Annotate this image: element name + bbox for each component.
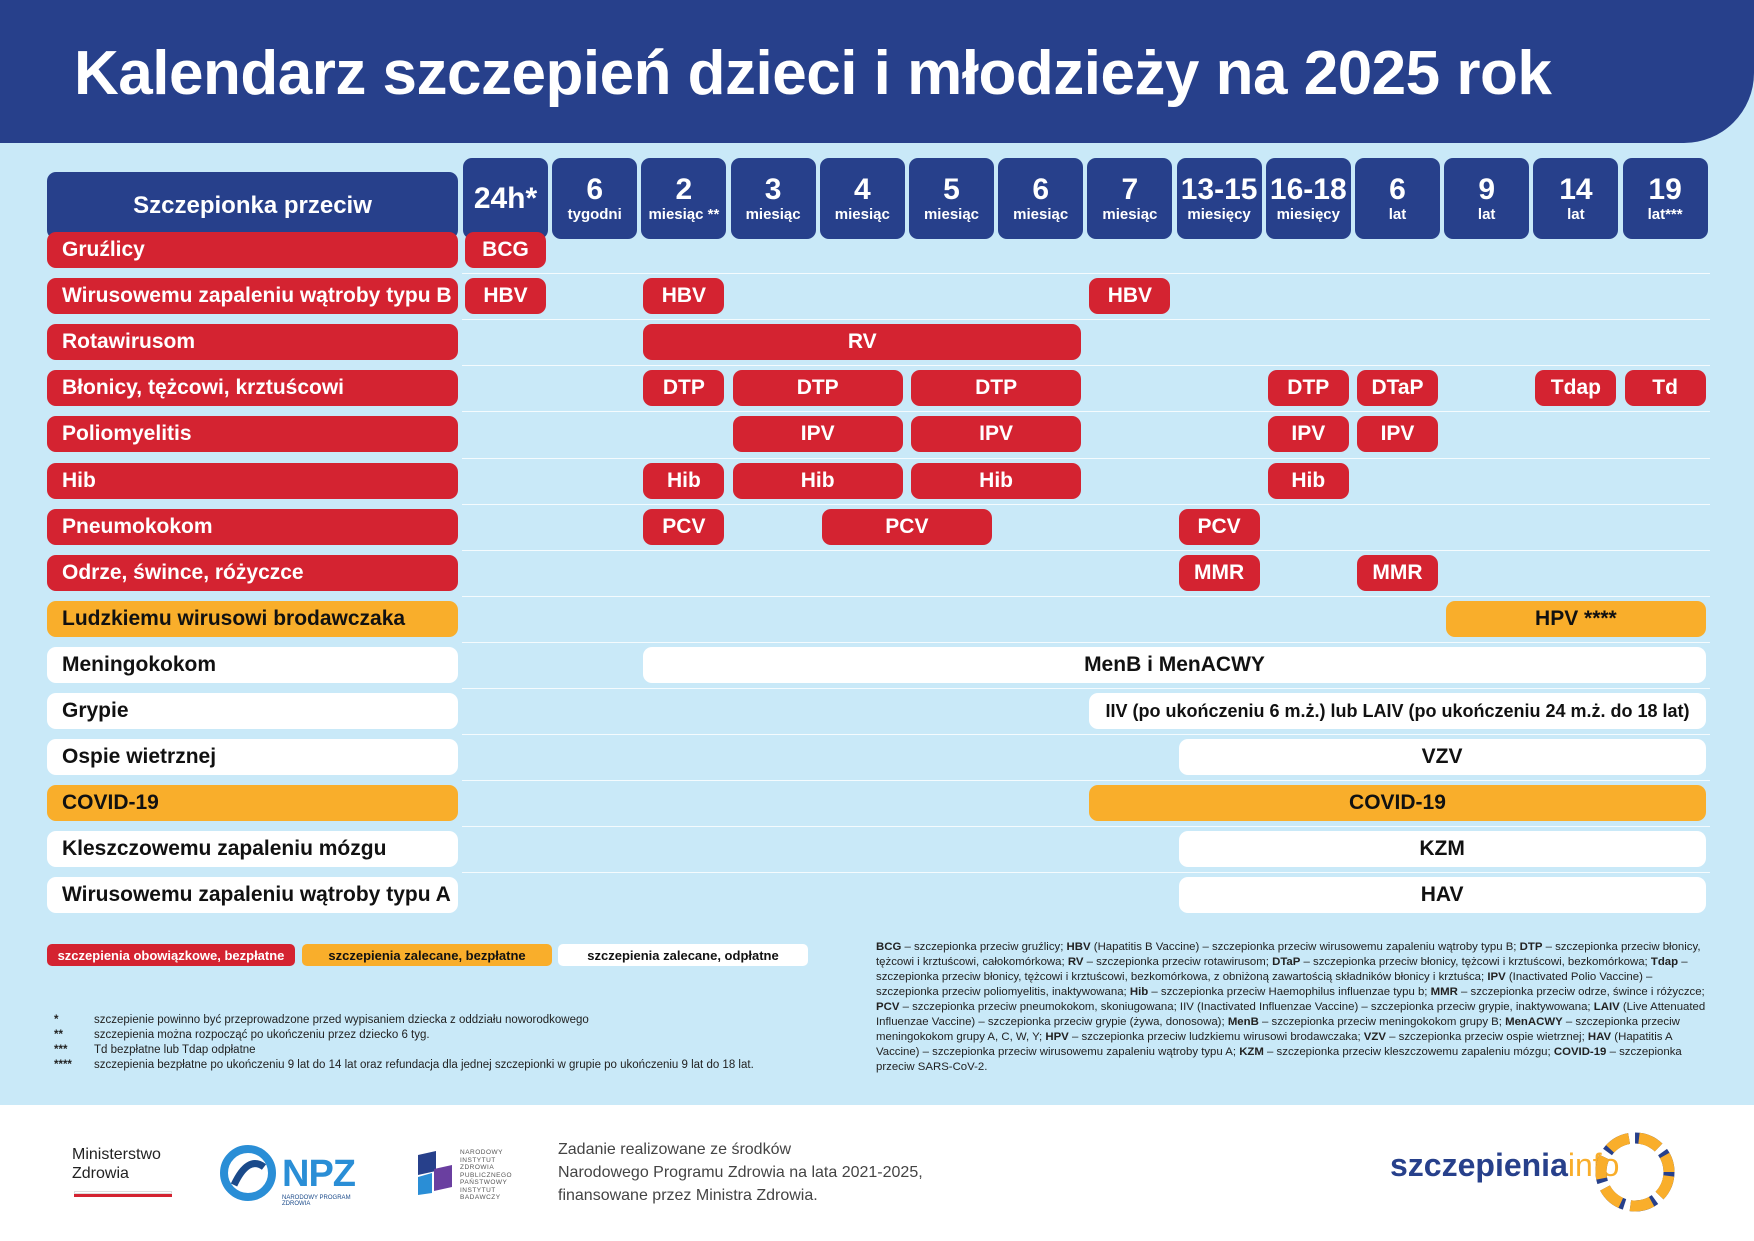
footnote — [54, 1029, 754, 1044]
legend-item-orange: szczepienia zalecane, bezpłatne — [302, 944, 552, 966]
abbreviation-term: HBV — [1066, 941, 1091, 953]
row-divider — [462, 780, 1710, 781]
ministry-line2: Zdrowia — [72, 1165, 129, 1182]
age-unit: miesiąc — [923, 206, 980, 223]
vaccine-badge: Hib — [1268, 463, 1349, 499]
age-value: 6 — [1032, 173, 1050, 206]
vaccine-badge: Tdap — [1535, 370, 1616, 406]
vaccine-badge: Hib — [643, 463, 724, 499]
row-label: Ludzkiemu wirusowi brodawczaka — [47, 601, 458, 637]
age-value: 5 — [943, 173, 960, 206]
row-label: Błonicy, tężcowi, krztuścowi — [47, 370, 458, 406]
abbreviation-term: VZV — [1363, 1031, 1386, 1043]
age-unit: miesiąc ** — [648, 206, 720, 223]
age-unit: tygodni — [567, 206, 622, 223]
npz-logo — [220, 1145, 370, 1205]
abbreviation-desc: – szczepionka przeciw Haemophilus influenzae typu b; — [1148, 986, 1431, 998]
vaccine-badge: MMR — [1179, 555, 1260, 591]
age-column-header — [909, 158, 994, 239]
abbreviation-term: MenB — [1227, 1016, 1259, 1028]
row-divider — [462, 319, 1710, 320]
footnote — [54, 1059, 754, 1074]
nizp-logo — [414, 1149, 524, 1201]
ministry-line1: Ministerstwo — [72, 1146, 161, 1163]
age-column-header — [463, 158, 548, 239]
row-divider — [462, 826, 1710, 827]
ministry-flag-icon — [74, 1191, 172, 1197]
vaccine-badge: DTaP — [1357, 370, 1438, 406]
age-value: 13-15 — [1180, 173, 1258, 206]
abbreviation-term: LAIV — [1593, 1001, 1620, 1013]
legend-item-red: szczepienia obowiązkowe, bezpłatne — [47, 944, 295, 966]
age-value: 6 — [586, 173, 604, 206]
age-column-header — [1087, 158, 1172, 239]
vaccine-badge: DTP — [1268, 370, 1349, 406]
row-divider — [462, 872, 1710, 873]
row-label: Grypie — [47, 693, 458, 729]
footnote-mark: *** — [54, 1044, 68, 1056]
age-value: 14 — [1559, 173, 1593, 206]
vaccine-badge: IPV — [733, 416, 903, 452]
abbreviation-term: COVID-19 — [1553, 1046, 1607, 1058]
abbreviation-desc: – szczepionka przeciw odrze, śwince i różyczce; — [1457, 986, 1705, 998]
vaccine-badge: VZV — [1179, 739, 1706, 775]
footnotes — [54, 1014, 754, 1074]
age-column-header — [731, 158, 816, 239]
abbreviation-term: BCG — [876, 941, 902, 953]
nizp-line: INSTYTUT — [460, 1156, 496, 1164]
abbreviation-desc: – szczepionka przeciw meningokokom grupy B; — [1258, 1016, 1506, 1028]
age-column-header — [552, 158, 637, 239]
footnote-mark: ** — [54, 1029, 63, 1041]
nizp-line: BADAWCZY — [460, 1194, 501, 1201]
row-divider — [462, 734, 1710, 735]
row-divider — [462, 273, 1710, 274]
row-divider — [462, 550, 1710, 551]
row-label: Wirusowemu zapaleniu wątroby typu B — [47, 278, 458, 314]
age-unit: miesiąc — [1013, 206, 1069, 223]
abbreviation-desc: (Hapatitis A Vaccine) – szczepionka przeciw wirusowemu zapaleniu wątroby typu A; — [876, 1031, 1672, 1058]
abbreviation-term: RV — [1067, 956, 1084, 968]
footnote-text: szczepienia bezpłatne po ukończeniu 9 lat do 14 lat oraz refundacja dla jednej szczepionki w grupie po ukończeniu 9 lat do 18 lat. — [94, 1059, 754, 1071]
vaccine-badge: PCV — [643, 509, 724, 545]
age-value: 9 — [1478, 173, 1496, 206]
row-label: Wirusowemu zapaleniu wątroby typu A — [47, 877, 458, 913]
footnote — [54, 1044, 754, 1059]
npz-subtitle: NARODOWY PROGRAM ZDROWIA — [282, 1195, 351, 1207]
age-column-header — [1623, 158, 1708, 239]
row-label: Rotawirusom — [47, 324, 458, 360]
row-divider — [462, 458, 1710, 459]
vaccine-badge: Hib — [911, 463, 1081, 499]
header-banner — [0, 0, 1754, 143]
vaccine-badge: Td — [1625, 370, 1706, 406]
footer — [0, 1105, 1754, 1241]
nizp-emblem-icon — [414, 1149, 456, 1195]
vaccine-badge: IPV — [911, 416, 1081, 452]
vaccine-badge: MMR — [1357, 555, 1438, 591]
nizp-line: ZDROWIA — [460, 1164, 495, 1171]
abbreviation-term: Hib — [1129, 986, 1149, 998]
abbreviation-desc: – szczepionka przeciw kleszczowemu zapaleniu mózgu; — [1263, 1046, 1554, 1058]
age-column-header — [1444, 158, 1529, 239]
column-header-label: Szczepionka przeciw — [47, 172, 458, 239]
ministry-logo — [72, 1145, 161, 1183]
row-label: Gruźlicy — [47, 232, 458, 268]
nizp-line: PUBLICZNEGO — [460, 1171, 513, 1179]
age-value: 19 — [1648, 173, 1682, 206]
age-value: 6 — [1389, 173, 1406, 206]
funding-line: Zadanie realizowane ze środków — [558, 1141, 792, 1158]
vaccine-badge: HBV — [643, 278, 724, 314]
abbreviation-desc: – szczepionka przeciw meningokokom grupy A, C, W, Y; — [876, 1016, 1680, 1043]
abbreviation-term: IPV — [1487, 971, 1506, 983]
row-label: COVID-19 — [47, 785, 458, 821]
row-label: Kleszczowemu zapaleniu mózgu — [47, 831, 458, 867]
age-unit: lat — [1567, 206, 1585, 223]
abbreviation-desc: – szczepionka przeciw błonicy, tężcowi i krztuścowi, bezkomórkowa, z obniżoną zawartością składników błonicy i krztuśca; — [876, 956, 1688, 983]
brand-ring-icon — [1590, 1127, 1680, 1217]
vaccine-badge: DTP — [733, 370, 903, 406]
abbreviation-desc: (Inactivated Polio Vaccine) – szczepionka przeciw poliomyelitis, inaktywowana; — [876, 971, 1653, 998]
vaccine-badge: HAV — [1179, 877, 1706, 913]
row-label: Meningokokom — [47, 647, 458, 683]
age-unit: miesiąc — [1102, 206, 1158, 223]
abbreviation-term: KZM — [1239, 1046, 1264, 1058]
age-column-header — [641, 158, 726, 239]
vaccine-badge: HBV — [1089, 278, 1170, 314]
vaccine-badge: MenB i MenACWY — [643, 647, 1705, 683]
row-label: Odrze, śwince, różyczce — [47, 555, 458, 591]
vaccine-badge: PCV — [1179, 509, 1260, 545]
vaccine-badge: DTP — [643, 370, 724, 406]
abbreviations-text — [876, 940, 1706, 1075]
abbreviation-desc: – szczepionka przeciw ospie wietrznej; — [1385, 1031, 1588, 1043]
brand-info: info — [1567, 1147, 1620, 1183]
age-column-header — [1355, 158, 1440, 239]
abbreviation-term: DTP — [1519, 941, 1543, 953]
vaccine-badge: COVID-19 — [1089, 785, 1705, 821]
npz-text: NPZ — [282, 1153, 355, 1195]
age-unit: miesięcy — [1187, 206, 1251, 223]
vaccine-badge: HBV — [465, 278, 546, 314]
age-unit: miesiąc — [834, 206, 890, 223]
abbreviation-desc: – szczepionka przeciw ludzkiemu wirusowi brodawczaka; — [1068, 1031, 1364, 1043]
abbreviation-desc: – szczepionka przeciw pneumokokom, skoniugowana; IIV (Inactivated Influenzae Vaccine) – szczepionka przeciw grypie, inaktywowana; — [899, 1001, 1594, 1013]
nizp-line: NARODOWY — [460, 1149, 503, 1156]
brand-main: szczepienia — [1390, 1147, 1568, 1183]
abbreviation-term: PCV — [876, 1001, 900, 1013]
row-divider — [462, 596, 1710, 597]
vaccine-badge: RV — [643, 324, 1081, 360]
age-unit: lat*** — [1647, 206, 1683, 223]
funding-note — [558, 1138, 923, 1207]
vaccine-badge: PCV — [822, 509, 992, 545]
age-value: 16-18 — [1269, 173, 1347, 206]
age-value: 2 — [675, 173, 693, 206]
row-divider — [462, 688, 1710, 689]
nizp-line: PAŃSTWOWY INSTYTUT — [460, 1179, 508, 1194]
abbreviation-desc: – szczepionka przeciw błonicy, tężcowi i krztuścowi, całokomórkowa; — [876, 941, 1701, 968]
vaccine-badge: DTP — [911, 370, 1081, 406]
vaccine-badge: KZM — [1179, 831, 1706, 867]
abbreviation-desc: – szczepionka przeciw błonicy, tężcowi i krztuścowi, bezkomórkowa; — [1300, 956, 1651, 968]
row-divider — [462, 365, 1710, 366]
footnote-text: Td bezpłatne lub Tdap odpłatne — [94, 1044, 256, 1056]
age-unit: miesięcy — [1276, 206, 1340, 223]
row-divider — [462, 411, 1710, 412]
age-value: 4 — [853, 173, 871, 206]
row-divider — [462, 642, 1710, 643]
age-column-header — [1533, 158, 1618, 239]
row-label: Ospie wietrznej — [47, 739, 458, 775]
vaccine-badge: IPV — [1268, 416, 1349, 452]
npz-swirl-icon — [220, 1145, 276, 1201]
age-value: 3 — [764, 173, 782, 206]
abbreviation-term: HAV — [1587, 1031, 1612, 1043]
footnote — [54, 1014, 754, 1029]
abbreviation-term: MMR — [1430, 986, 1458, 998]
legend-item-white: szczepienia zalecane, odpłatne — [558, 944, 808, 966]
vaccine-badge: IIV (po ukończeniu 6 m.ż.) lub LAIV (po ukończeniu 24 m.ż. do 18 lat) — [1089, 693, 1705, 729]
row-divider — [462, 504, 1710, 505]
age-column-header — [998, 158, 1083, 239]
row-label: Poliomyelitis — [47, 416, 458, 452]
abbreviation-desc: (Hapatitis B Vaccine) – szczepionka przeciw wirusowemu zapaleniu wątroby typu B; — [1090, 941, 1520, 953]
szczepienia-info-logo — [1390, 1147, 1619, 1184]
age-value: 7 — [1121, 173, 1139, 206]
age-column-header — [1266, 158, 1351, 239]
age-column-header — [820, 158, 905, 239]
age-value: 24h* — [473, 181, 538, 215]
age-column-header — [1177, 158, 1262, 239]
abbreviation-desc: (Live Attenuated Influenzae Vaccine) – szczepionka przeciw grypie (żywa, donosowa); — [876, 1001, 1706, 1028]
age-unit: lat — [1388, 206, 1407, 223]
abbreviation-desc: – szczepionka przeciw gruźlicy; — [901, 941, 1067, 953]
funding-line: finansowane przez Ministra Zdrowia. — [558, 1187, 818, 1204]
age-unit: lat — [1477, 206, 1496, 223]
funding-line: Narodowego Programu Zdrowia na lata 2021-2025, — [558, 1164, 923, 1181]
abbreviation-desc: – szczepionka przeciw SARS-CoV-2. — [876, 1046, 1682, 1073]
vaccine-badge: HPV **** — [1446, 601, 1705, 637]
vaccine-badge: BCG — [465, 232, 546, 268]
page-title: Kalendarz szczepień dzieci i młodzieży na 2025 rok — [74, 39, 1552, 108]
nizp-text — [460, 1149, 524, 1202]
abbreviation-desc: – szczepionka przeciw rotawirusom; — [1083, 956, 1273, 968]
abbreviation-term: MenACWY — [1505, 1016, 1563, 1028]
footnote-text: szczepienie powinno być przeprowadzone przed wypisaniem dziecka z oddziału noworodkowego — [94, 1014, 589, 1026]
abbreviation-term: DTaP — [1272, 956, 1301, 968]
footnote-text: szczepienia można rozpocząć po ukończeniu przez dziecko 6 tyg. — [94, 1029, 430, 1041]
vaccine-badge: IPV — [1357, 416, 1438, 452]
footnote-mark: * — [54, 1014, 59, 1026]
abbreviation-term: Tdap — [1650, 956, 1679, 968]
age-unit: miesiąc — [745, 206, 801, 223]
vaccine-badge: Hib — [733, 463, 903, 499]
abbreviation-term: HPV — [1045, 1031, 1069, 1043]
row-label: Hib — [47, 463, 458, 499]
row-label: Pneumokokom — [47, 509, 458, 545]
footnote-mark: **** — [54, 1059, 72, 1071]
